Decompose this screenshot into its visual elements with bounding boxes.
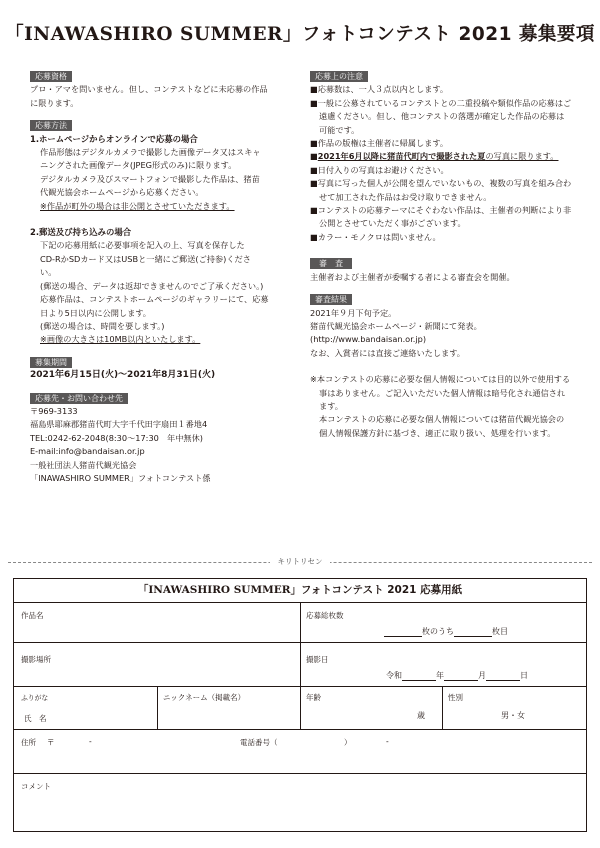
results-line: 猪苗代観光協会ホームページ・新聞にて発表。 (310, 320, 482, 331)
name-field[interactable]: 氏 名 (24, 714, 47, 723)
form-row-divider (14, 773, 586, 774)
note-item: ■日付入りの写真はお避けください。 (310, 164, 449, 175)
date-field[interactable]: 令和 年 月 日 (386, 671, 528, 680)
contact-heading: 応募先・お問い合わせ先 (30, 393, 128, 404)
location-field[interactable]: 撮影場所 (21, 655, 51, 664)
form-col-divider (157, 686, 158, 729)
eligibility-line: に限ります。 (30, 97, 79, 108)
contact-line: 一般社団法人猪苗代観光協会 (30, 459, 137, 470)
address-label: 住所 (21, 738, 36, 747)
results-heading: 審査結果 (310, 294, 352, 305)
period-dates: 2021年6月15日(火)〜2021年8月31日(火) (30, 370, 216, 381)
online-line: デジタルカメラ及びスマートフォンで撮影した作品は、猪苗 (40, 173, 260, 184)
contact-line: 〒969-3133 (30, 405, 78, 416)
mail-line: 下記の応募用紙に必要事項を記入の上、写真を保存した (40, 240, 245, 251)
form-row-divider (14, 729, 586, 730)
form-col-divider (300, 602, 301, 729)
results-line: なお、入賞者には直接ご連絡いたします。 (310, 347, 465, 358)
date-label: 撮影日 (306, 655, 329, 664)
postal-dash: - (89, 737, 92, 746)
cut-line-label: キリトリセン (270, 556, 330, 567)
phone-close: ） (344, 738, 352, 747)
postal-mark: 〒 (47, 738, 55, 747)
phone-dash: - (386, 737, 389, 746)
note-item-highlight: ■2021年6月以降に猪苗代町内で撮影された夏の写真に限ります。 (310, 151, 559, 162)
note-item: ■カラー・モノクロは問いません。 (310, 231, 441, 242)
mail-line: (郵送の場合、データは返却できませんのでご了承ください。) (40, 280, 264, 291)
mail-line: 日より5日以内に公開します。 (40, 307, 151, 318)
online-method-title: 1.ホームページからオンラインで応募の場合 (30, 133, 198, 144)
notes-heading: 応募上の注意 (310, 71, 368, 82)
privacy-policy: 本コンテストの応募に必要な個人情報については猪苗代観光協会の個人情報保護方針に基づき、適正に取り扱い、処理を行います。 (319, 414, 565, 438)
count-field[interactable]: 枚のうち 枚目 (384, 626, 508, 637)
note-item: ■作品の版権は主催者に帰属します。 (310, 138, 449, 149)
contact-line: 「INAWASHIRO SUMMER」フォトコンテスト係 (30, 472, 211, 483)
contact-email[interactable]: E-mail:info@bandaisan.or.jp (30, 446, 145, 457)
mail-line: い。 (40, 267, 57, 278)
page-title: 「INAWASHIRO SUMMER」フォトコンテスト 2021 募集要項 (5, 24, 595, 45)
note-item: ■応募数は、一人３点以内とします。 (310, 84, 449, 95)
mail-line: 応募作品は、コンテストホームページのギャラリーにて、応募 (40, 294, 269, 305)
judging-text: 主催者および主催者が委嘱する者による審査会を開催。 (310, 271, 515, 282)
comment-field[interactable]: コメント (21, 782, 51, 791)
mail-line: (郵送の場合は、時間を要します。) (40, 320, 165, 331)
gender-options[interactable]: 男・女 (501, 711, 525, 720)
privacy-note: ※本コンテストの応募に必要な個人情報については目的以外で使用する事はありません。ご記入いただいた個人情報は暗号化され通信されます。 (310, 374, 571, 411)
eligibility-line: プロ・アマを問いません。但し、コンテストなどに未応募の作品 (30, 84, 268, 95)
work-name-field[interactable]: 作品名 (21, 611, 44, 620)
mail-line: CD-RかSDカード又はUSBと一緒にご郵送(ご持参)くださ (40, 253, 251, 264)
method-heading: 応募方法 (30, 120, 72, 131)
note-item: ■一般に公募されているコンテストとの二重投稿や類似作品の応募はご遠慮ください。但し、他コンテストの落選が確定した作品の応募は可能です。 (310, 97, 572, 135)
results-url[interactable]: (http://www.bandaisan.or.jp) (310, 334, 427, 345)
total-count-label: 応募総枚数 (306, 611, 344, 620)
application-form (13, 578, 587, 832)
eligibility-heading: 応募資格 (30, 71, 72, 82)
period-heading: 募集期間 (30, 357, 72, 368)
online-line: 代観光協会ホームページから応募ください。 (40, 187, 204, 198)
age-unit: 歳 (417, 711, 425, 720)
furigana-label: ふりがな (21, 694, 49, 702)
note-item: ■写真に写った個人が公開を望んでいないもの、複数の写真を組み合わせて加工された作品はお受け取りできません。 (310, 178, 572, 202)
online-line: ニングされた画像データ(JPEG形式のみ)に限ります。 (40, 160, 237, 171)
contact-line: 福島県耶麻郡猪苗代町大字千代田字扇田１番地4 (30, 419, 208, 430)
judging-heading: 審 査 (310, 258, 352, 269)
note-item: ■コンテストの応募テーマにそぐわない作品は、主催者の判断により非公開とさせていただく事がございます。 (310, 205, 572, 229)
online-line: 作品形態はデジタルカメラで撮影した画像データ又はスキャ (40, 147, 261, 158)
results-line: 2021年９月下旬予定。 (310, 307, 397, 318)
left-column (30, 70, 300, 485)
mail-note: ※画像の大きさは10MB以内といたします。 (40, 334, 201, 345)
phone-field[interactable]: 電話番号（ (240, 738, 278, 747)
right-column (310, 70, 572, 440)
nickname-field[interactable]: ニックネーム（掲載名） (163, 693, 246, 702)
online-note: ※作品が町外の場合は非公開とさせていただきます。 (40, 200, 235, 211)
form-col-divider (442, 686, 443, 729)
mail-method-title: 2.郵送及び持ち込みの場合 (30, 227, 132, 238)
contact-line: TEL:0242-62-2048(8:30〜17:30 年中無休) (30, 432, 203, 443)
age-label: 年齢 (306, 693, 321, 702)
gender-label: 性別 (448, 693, 463, 702)
form-title: 「INAWASHIRO SUMMER」フォトコンテスト 2021 応募用紙 (14, 579, 586, 603)
